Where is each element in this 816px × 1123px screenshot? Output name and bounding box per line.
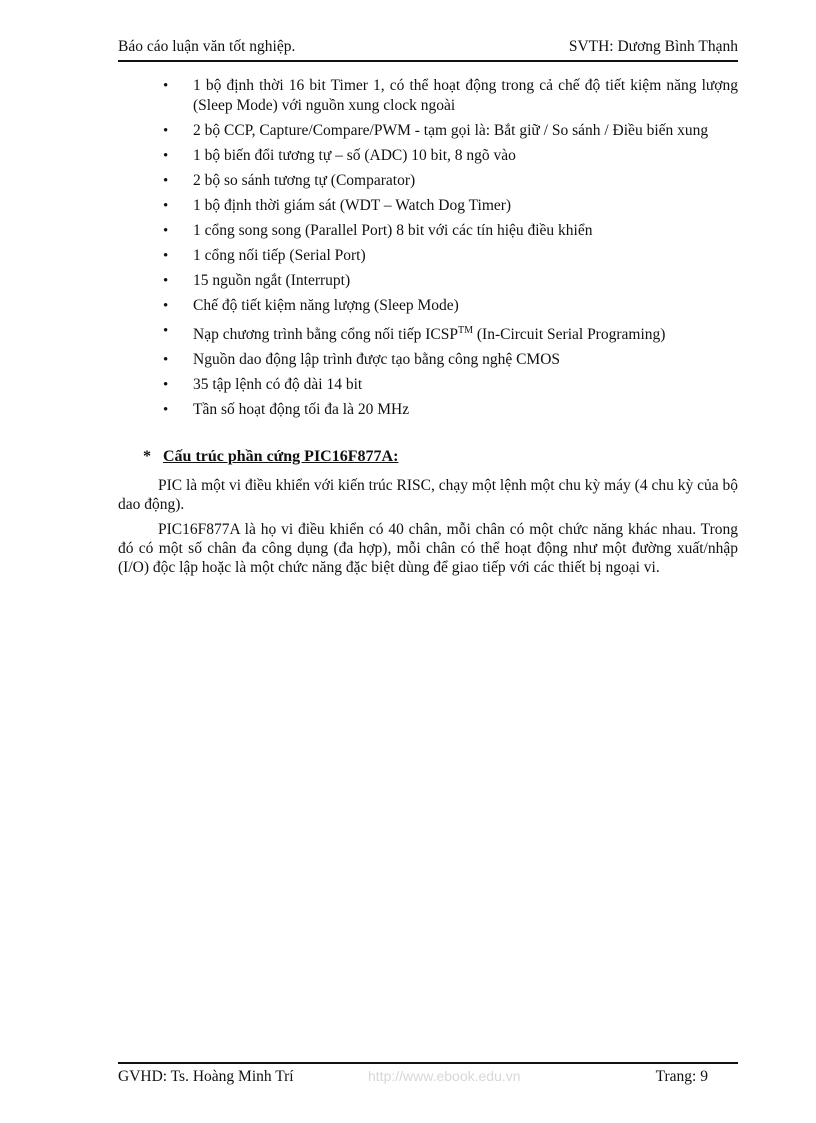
list-item: • Nạp chương trình bằng cổng nối tiếp ICSP™ (In-Circuit Serial Programing) — [163, 323, 666, 344]
bullet-icon: • — [163, 273, 169, 289]
list-item: • Tần số hoạt động tối đa là 20 MHz — [163, 401, 410, 419]
bullet-icon: • — [163, 123, 169, 139]
bullet-icon: • — [163, 248, 169, 264]
bullet-icon: • — [163, 377, 169, 394]
list-item: • 2 bộ so sánh tương tự (Comparator) — [163, 172, 416, 189]
bullet-icon: • — [163, 298, 169, 314]
footer-watermark-link[interactable]: http://www.ebook.edu.vn — [368, 1068, 521, 1084]
bullet-icon: • — [163, 352, 169, 369]
header-student-name: SVTH: Dương Bình Thạnh — [568, 38, 738, 55]
page-header — [118, 36, 738, 62]
list-item: • 15 nguồn ngắt (Interrupt) — [163, 272, 351, 289]
list-item: • Chế độ tiết kiệm năng lượng (Sleep Mode) — [163, 297, 459, 314]
list-item: • 1 bộ định thời 16 bit Timer 1, có thể hoạt động trong cả chế độ tiết kiệm năng lượng (Sleep Mode) với nguồn xung clock ngoài — [163, 77, 738, 114]
section-heading — [143, 448, 398, 466]
paragraph-pins: PIC16F877A là họ vi điều khiển có 40 chân, mỗi chân có một chức năng khác nhau. Trong đó có một số chân đa công dụng (đa hợp), mỗi chân có thể hoạt động như một đường xuất/nhập (I/O) độc lập hoặc là một chức năng đặc biệt dùng để giao tiếp với các thiết bị ngoại vi. — [118, 521, 738, 576]
section-heading-text: Cấu trúc phần cứng PIC16F877A: — [163, 448, 399, 465]
bullet-icon: • — [163, 223, 169, 239]
list-item: • 2 bộ CCP, Capture/Compare/PWM - tạm gọi là: Bắt giữ / So sánh / Điều biến xung — [163, 122, 709, 139]
header-report-title: Báo cáo luận văn tốt nghiệp. — [118, 38, 296, 55]
star-marker: * — [143, 448, 151, 465]
bullet-icon: • — [163, 173, 169, 189]
page-footer — [118, 1062, 738, 1090]
list-item: • Nguồn dao động lập trình được tạo bằng công nghệ CMOS — [163, 351, 561, 369]
bullet-icon: • — [163, 402, 169, 419]
footer-advisor: GVHD: Ts. Hoàng Minh Trí — [118, 1068, 294, 1085]
bullet-icon: • — [163, 148, 169, 164]
paragraph-risc: PIC là một vi điều khiển với kiến trúc RISC, chạy một lệnh một chu kỳ máy (4 chu kỳ của bộ dao động). — [118, 477, 738, 513]
list-item: • 1 cổng song song (Parallel Port) 8 bit với các tín hiệu điều khiển — [163, 222, 593, 239]
list-item: • 1 bộ biến đổi tương tự – số (ADC) 10 bit, 8 ngõ vào — [163, 147, 516, 164]
list-item: • 1 bộ định thời giám sát (WDT – Watch Dog Timer) — [163, 197, 512, 214]
bullet-icon: • — [163, 198, 169, 214]
feature-list — [158, 76, 738, 425]
bullet-icon: • — [163, 323, 169, 339]
list-item: • 1 cổng nối tiếp (Serial Port) — [163, 247, 366, 264]
footer-page-number: Trang: 9 — [655, 1068, 708, 1085]
bullet-icon: • — [163, 78, 169, 94]
trademark-superscript: TM — [458, 325, 473, 336]
list-item: • 35 tập lệnh có độ dài 14 bit — [163, 376, 363, 394]
